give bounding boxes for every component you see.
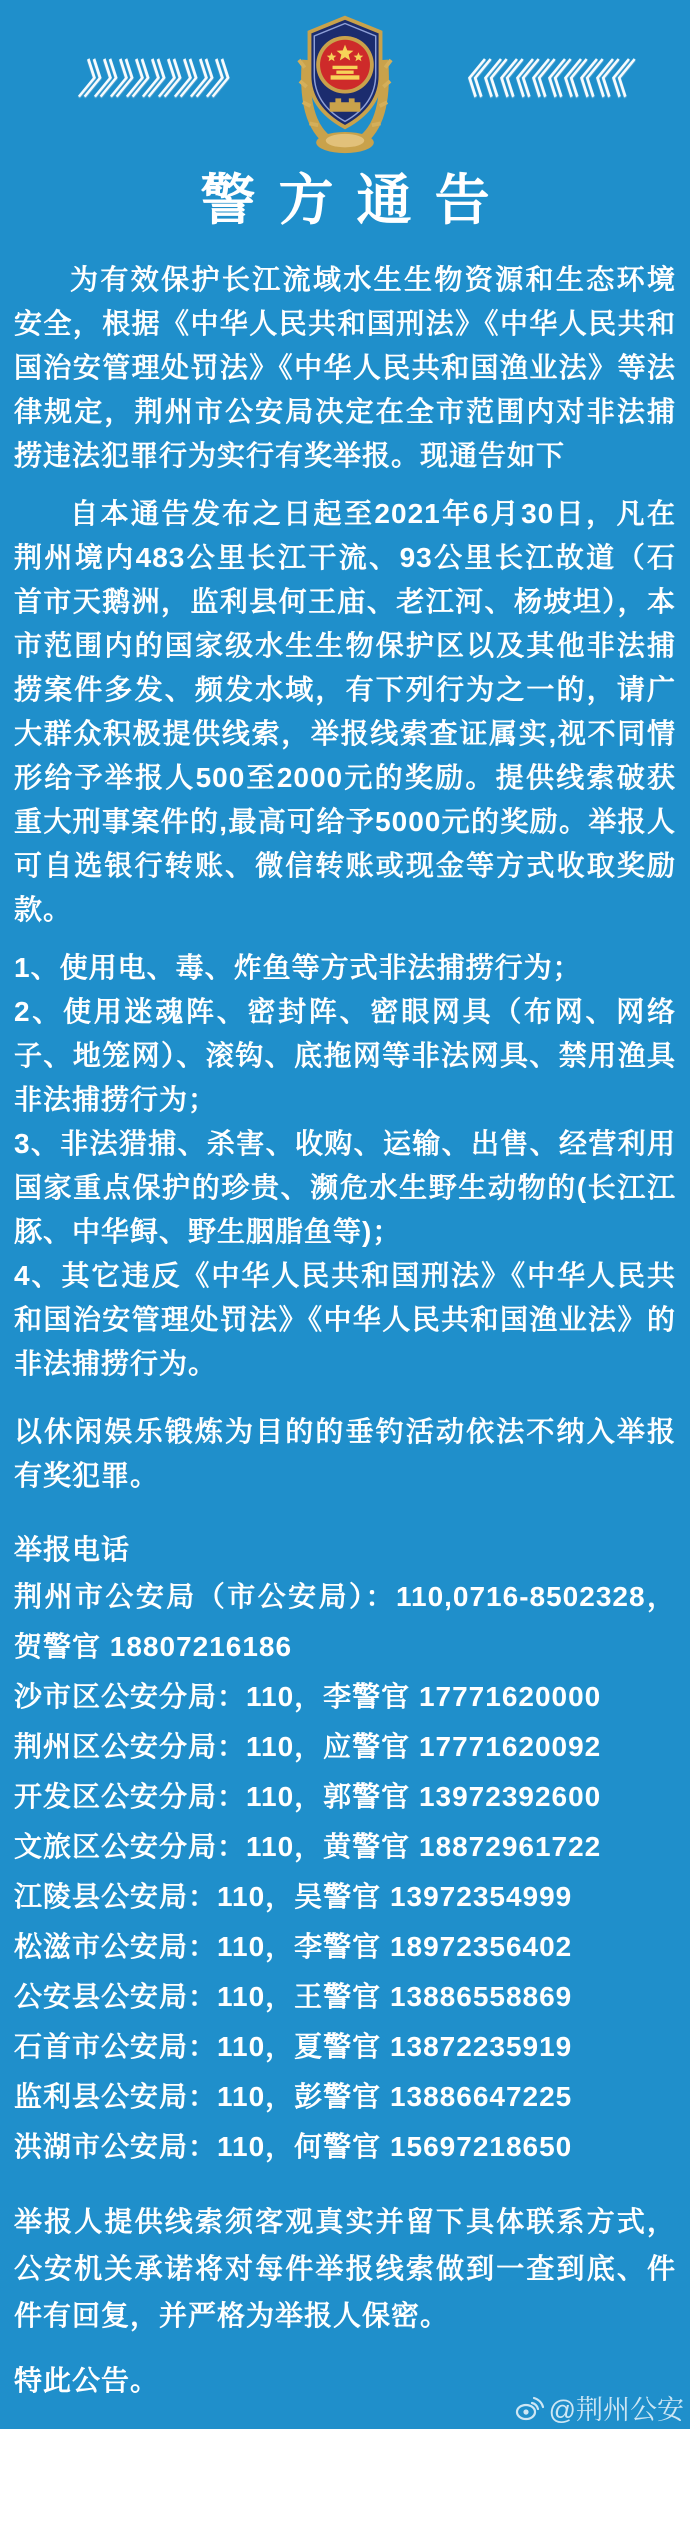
intro-paragraph-1: 为有效保护长江流域水生生物资源和生态环境安全，根据《中华人民共和国刑法》《中华人民共和国治安管理处罚法》《中华人民共和国渔业法》等法律规定，荆州市公安局决定在全市范围内对非法捕捞违法犯罪行为实行有奖举报。现通告如下 — [14, 264, 676, 471]
hotline-entry-jianli: 监利县公安局：110，彭警官 13886647225 — [14, 2081, 573, 2112]
signature-block — [14, 2430, 676, 2524]
police-badge-icon — [297, 10, 393, 161]
hotline-entry-jingzhou-district: 荆州区公安分局：110，应警官 17771620092 — [14, 1731, 602, 1762]
hotline-entry-gongan: 公安县公安局：110，王警官 13886558869 — [14, 1981, 573, 2012]
signature-org: 荆州市公安局 — [469, 2438, 644, 2469]
hotline-entry-wenlvqu: 文旅区公安分局：110，黄警官 18872961722 — [14, 1831, 602, 1862]
hotline-entry-kaifaqu: 开发区公安分局：110，郭警官 13972392600 — [14, 1781, 602, 1812]
weibo-icon — [515, 2395, 545, 2421]
violation-item-1: 1、使用电、毒、炸鱼等方式非法捕捞行为； — [14, 952, 582, 983]
violation-item-3: 3、非法猎捕、杀害、收购、运输、出售、经营利用国家重点保护的珍贵、濒危水生野生动物的(长江江豚、中华鲟、野生胭脂鱼等)； — [14, 1128, 676, 1247]
hotline-entry-shashi: 沙市区公安分局：110，李警官 17771620000 — [14, 1681, 602, 1712]
violation-item-2: 2、使用迷魂阵、密封阵、密眼网具（布网、网络子、地笼网）、滚钩、底拖网等非法网具、禁用渔具非法捕捞行为； — [14, 996, 676, 1115]
poster-header — [0, 0, 690, 158]
integrity-note: 举报人提供线索须客观真实并留下具体联系方式，公安机关承诺将对每件举报线索做到一查到底、件件有回复，并严格为举报人保密。 — [14, 2206, 676, 2331]
hotline-entry-jiangling: 江陵县公安局：110，吴警官 13972354999 — [14, 1881, 573, 1912]
page-title: 警方通告 — [200, 169, 513, 231]
hotline-list — [14, 1572, 676, 2172]
left-arrows-decoration: 》》》》》》》》》 — [78, 58, 242, 102]
violation-list — [14, 946, 676, 1386]
hotline-entry-songzi: 松滋市公安局：110，李警官 18972356402 — [14, 1931, 573, 1962]
weibo-watermark — [515, 2388, 684, 2427]
closing-note: 特此公告。 — [14, 2365, 160, 2396]
hotline-entry-shishou: 石首市公安局：110，夏警官 13872235919 — [14, 2031, 573, 2062]
hotline-entry-city: 荆州市公安局（市公安局）：110,0716-8502328，贺警官 18807216186 — [14, 1581, 676, 1662]
signature-date: 2020年7月15日 — [440, 2485, 644, 2516]
watermark-label: @荆州公安 — [548, 2395, 684, 2425]
hotline-heading: 举报电话 — [14, 1534, 131, 1565]
notice-body — [0, 258, 690, 2524]
right-arrows-decoration: 《《《《《《《《《《 — [444, 58, 624, 102]
intro-paragraph-2: 自本通告发布之日起至2021年6月30日，凡在荆州境内483公里长江干流、93公里长江故道（石首市天鹅洲，监利县何王庙、老江河、杨坡坦），本市范围内的国家级水生生物保护区以及其他非法捕捞案件多发、频发水域，有下列行为之一的，请广大群众积极提供线索，举报线索查证属实,视不同情形给予举报人500至2000元的奖励。提供线索破获重大刑事案件的,最高可给予5000元的奖励。举报人可自选银行转账、微信转账或现金等方式收取奖励款。 — [14, 498, 676, 925]
hotline-entry-honghu: 洪湖市公安局：110，何警官 15697218650 — [14, 2131, 573, 2162]
exemption-note: 以休闲娱乐锻炼为目的的垂钓活动依法不纳入举报有奖犯罪。 — [14, 1416, 676, 1491]
violation-item-4: 4、其它违反《中华人民共和国刑法》《中华人民共和国治安管理处罚法》《中华人民共和国渔业法》的非法捕捞行为。 — [14, 1260, 676, 1379]
